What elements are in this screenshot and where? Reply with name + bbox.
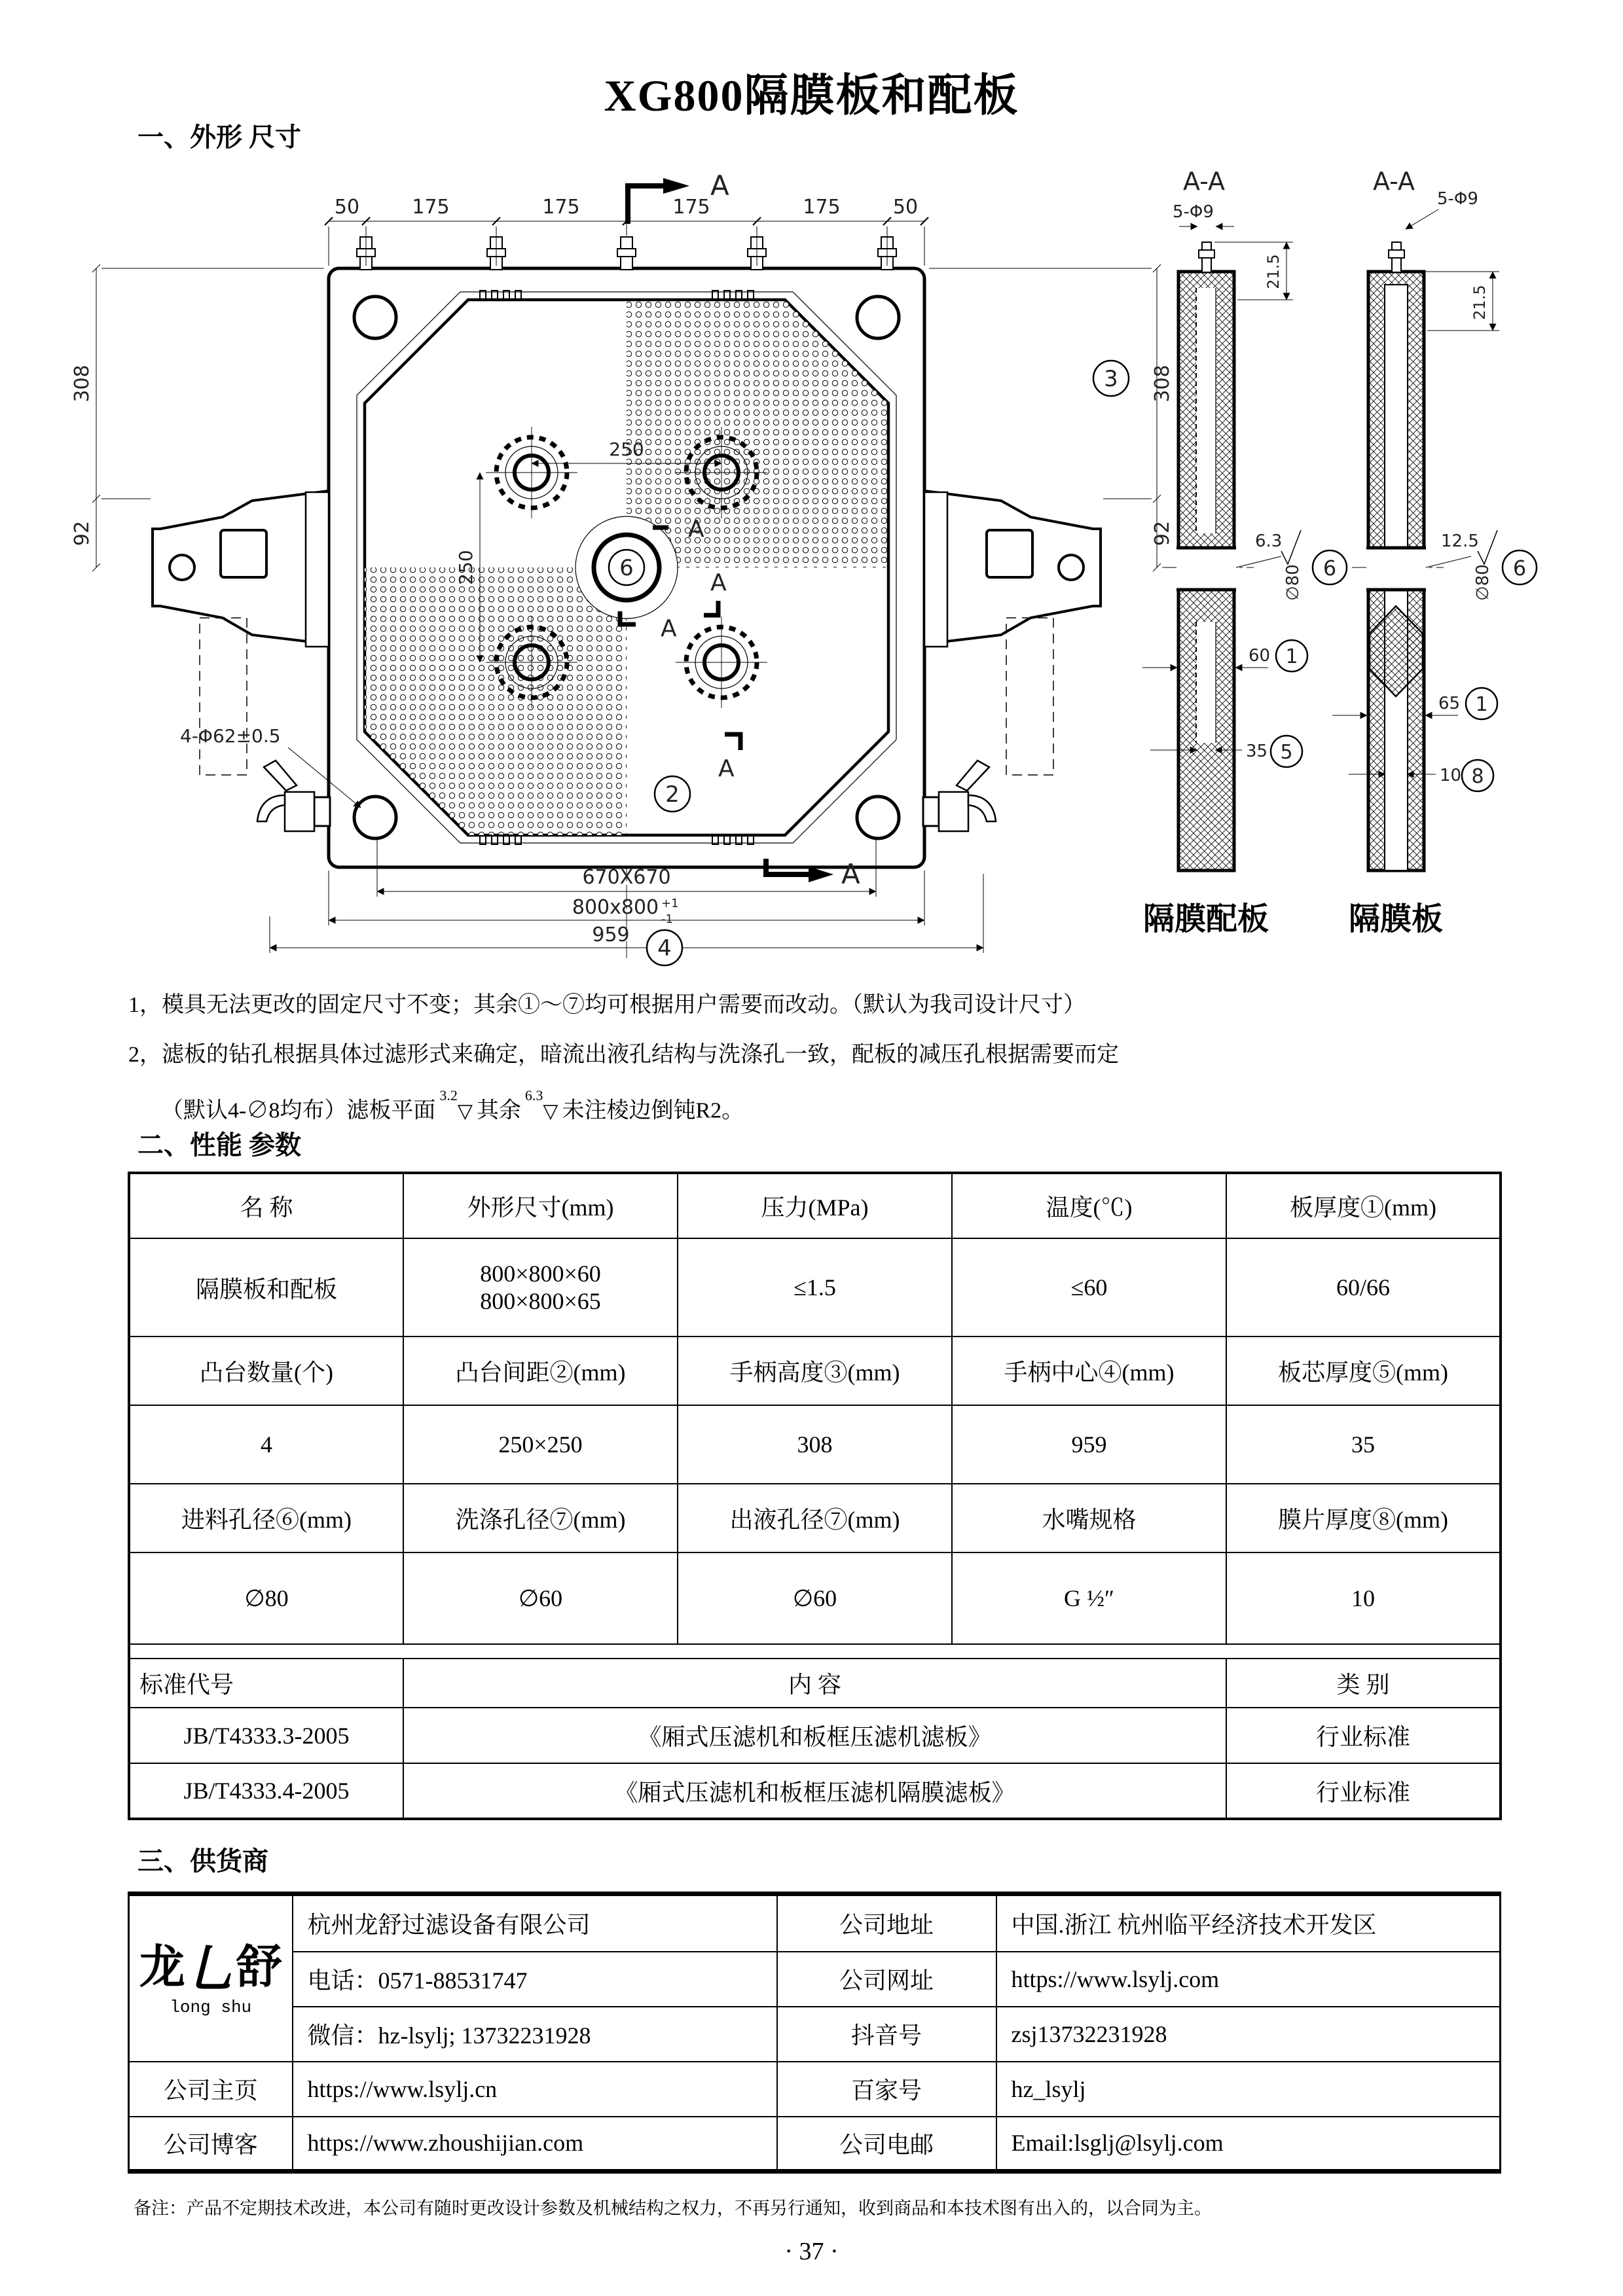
note-line-1: 1，模具无法更改的固定尺寸不变；其余①～⑦均可根据用户需要而改动。（默认为我司设计尺寸） — [128, 993, 1085, 1017]
dim-308-left: 308 — [71, 365, 94, 403]
cell-nozzle-spec: G ½″ — [952, 1552, 1226, 1644]
notes — [128, 980, 1556, 1136]
cell-standard-content-1: 《厢式压滤机和板框压滤机滤板》 — [403, 1708, 1226, 1763]
header-temperature: 温度(℃) — [952, 1173, 1226, 1238]
left-core: 35 — [1246, 742, 1268, 761]
cell-handle-height: 308 — [678, 1405, 952, 1484]
svg-text:670X670: 670X670 — [582, 866, 671, 889]
section-letter-a3: A — [718, 755, 735, 782]
callout-2: 2 — [665, 781, 680, 808]
header-outlet-hole: 出液孔径⑦(mm) — [678, 1484, 952, 1552]
svg-text:959: 959 — [592, 924, 630, 946]
left-finish: 6.3 — [1255, 531, 1283, 551]
note-line-3: （默认4-∅8均布）滤板平面$^{3.2}$▽ 其余$^{6.3}$▽ 未注棱边倒钝R2。 — [128, 1080, 1556, 1136]
right-callout-6: 6 — [1512, 556, 1527, 581]
faucet-fitting-left — [257, 761, 330, 831]
cell-standard-code-1: JB/T4333.3-2005 — [129, 1708, 403, 1763]
header-outline: 外形尺寸(mm) — [403, 1173, 678, 1238]
right-depth-dim: 21.5 — [1470, 285, 1489, 320]
label-corner-holes: 4-Φ62±0.5 — [180, 725, 281, 747]
page-number: · 37 · — [784, 2238, 839, 2265]
cell-wash-hole: ∅60 — [403, 1552, 678, 1644]
cell-standard-code-2: JB/T4333.4-2005 — [129, 1763, 403, 1819]
dim-50-left: 50 — [334, 196, 360, 219]
cell-outlet-hole: ∅60 — [678, 1552, 952, 1644]
section-heading-dimensions: 一、外形 尺寸 — [137, 122, 301, 152]
right-port-dia: ∅80 — [1473, 564, 1493, 601]
section-view-diaphragm-plate — [1332, 167, 1537, 937]
value-douyin: zsj13732231928 — [996, 2007, 1501, 2062]
header-boss-pitch: 凸台间距②(mm) — [403, 1336, 678, 1405]
table-row — [129, 1552, 1501, 1644]
dim-50-right: 50 — [892, 196, 919, 219]
header-handle-center: 手柄中心④(mm) — [952, 1336, 1226, 1405]
dim-92-left: 92 — [71, 520, 94, 547]
top-bolts — [357, 237, 896, 270]
technical-drawing — [56, 164, 1568, 975]
table-row — [129, 1952, 1501, 2007]
left-callout-6: 6 — [1322, 556, 1337, 581]
dim-175-3: 175 — [672, 196, 710, 219]
left-port-dia: ∅80 — [1283, 564, 1303, 601]
right-callout-1: 1 — [1475, 693, 1488, 716]
callout-6: 6 — [619, 555, 634, 581]
label-company-website: 公司网址 — [777, 1952, 996, 2007]
table-row — [129, 2007, 1501, 2062]
footer-note: 备注：产品不定期技术改进，本公司有随时更改设计参数及机械结构之权力，不再另行通知，收到商品和本技术图有出入的，以合同为主。 — [134, 2198, 1212, 2218]
callout-3: 3 — [1104, 366, 1118, 392]
cell-boss-pitch: 250×250 — [403, 1405, 678, 1484]
left-thickness: 60 — [1249, 646, 1271, 666]
dim-800-tol-minus: -1 — [661, 912, 673, 926]
dim-308-right: 308 — [1151, 365, 1174, 403]
left-depth-dim: 21.5 — [1264, 254, 1283, 289]
company-wechat: 微信：hz-lsylj; 13732231928 — [293, 2007, 777, 2062]
dim-175-4: 175 — [803, 196, 841, 219]
faucet-fitting-right — [923, 761, 996, 831]
left-callout-1: 1 — [1285, 645, 1298, 668]
header-name: 名 称 — [129, 1173, 403, 1238]
header-standard-category: 类 别 — [1226, 1659, 1501, 1708]
cell-standard-category-2: 行业标准 — [1226, 1763, 1501, 1819]
company-logo — [129, 1894, 293, 2062]
supplier-table — [128, 1892, 1501, 2174]
svg-text:800x800: 800x800 — [572, 896, 659, 919]
table-row — [129, 1173, 1501, 1238]
performance-table — [128, 1172, 1502, 1820]
value-company-website[interactable]: https://www.lsylj.com — [996, 1952, 1501, 2007]
dim-800-tol-plus: +1 — [661, 897, 679, 910]
cell-name: 隔膜板和配板 — [129, 1238, 403, 1336]
cell-membrane-thickness: 10 — [1226, 1552, 1501, 1644]
right-thickness: 65 — [1438, 694, 1461, 713]
right-callout-8: 8 — [1471, 765, 1484, 788]
right-finish: 12.5 — [1441, 531, 1479, 551]
cell-core-thickness: 35 — [1226, 1405, 1501, 1484]
header-thickness: 板厚度①(mm) — [1226, 1173, 1501, 1238]
table-row — [129, 1659, 1501, 1708]
company-phone: 电话：0571-88531747 — [293, 1952, 777, 2007]
section-view-matching-plate — [1142, 167, 1347, 937]
page-title: XG800隔膜板和配板 — [604, 71, 1019, 120]
finish-symbol-1: $^{3.2}$▽ — [439, 1087, 473, 1122]
cell-temperature: ≤60 — [952, 1238, 1226, 1336]
table-row — [129, 1708, 1501, 1763]
label-homepage: 公司主页 — [129, 2062, 293, 2117]
left-holes-label: 5-Φ9 — [1173, 202, 1214, 222]
cell-standard-content-2: 《厢式压滤机和板框压滤机隔膜滤板》 — [403, 1763, 1226, 1819]
handle-right — [924, 491, 1101, 775]
section-heading-performance: 二、性能 参数 — [137, 1130, 301, 1160]
section-letter-a1: A — [661, 615, 677, 642]
section-letter-a4: A — [688, 516, 704, 543]
logo-char-1: 龙 — [139, 1942, 185, 1993]
cell-thickness: 60/66 — [1226, 1238, 1501, 1336]
callout-4: 4 — [657, 935, 672, 961]
cell-boss-count: 4 — [129, 1405, 403, 1484]
right-membrane: 10 — [1440, 766, 1462, 785]
cell-standard-category-1: 行业标准 — [1226, 1708, 1501, 1763]
value-blog[interactable]: https://www.zhoushijian.com — [293, 2117, 777, 2172]
value-baijiahao: hz_lsylj — [996, 2062, 1501, 2117]
section-letter-a2: A — [710, 569, 727, 596]
section-aa-right-title: A-A — [1373, 167, 1415, 196]
section-letter-a-bottom: A — [841, 858, 860, 890]
label-matching-plate: 隔膜配板 — [1142, 902, 1269, 937]
header-handle-height: 手柄高度③(mm) — [678, 1336, 952, 1405]
label-baijiahao: 百家号 — [777, 2062, 996, 2117]
header-feed-hole: 进料孔径⑥(mm) — [129, 1484, 403, 1552]
cell-outline: 800×800×60 800×800×65 — [403, 1238, 678, 1336]
section-letter-a-top: A — [710, 170, 729, 202]
table-row — [129, 2117, 1501, 2172]
header-membrane-thickness: 膜片厚度⑧(mm) — [1226, 1484, 1501, 1552]
value-homepage[interactable]: https://www.lsylj.cn — [293, 2062, 777, 2117]
plate-front-view — [329, 268, 924, 867]
pitch-250-v: 250 — [455, 550, 477, 585]
note-line-2: 2，滤板的钻孔根据具体过滤形式来确定，暗流出液孔结构与洗涤孔一致，配板的减压孔根据需要而定 — [128, 1043, 1119, 1067]
logo-char-2: 舒 — [236, 1942, 282, 1993]
header-standard-content: 内 容 — [403, 1659, 1226, 1708]
table-row — [129, 1763, 1501, 1819]
header-boss-count: 凸台数量(个) — [129, 1336, 403, 1405]
dim-175-1: 175 — [412, 196, 450, 219]
table-row — [129, 1894, 1501, 1952]
table-row — [129, 1238, 1501, 1336]
dim-92-right: 92 — [1151, 520, 1174, 547]
value-company-address: 中国.浙江 杭州临平经济技术开发区 — [996, 1894, 1501, 1952]
table-row — [129, 1484, 1501, 1552]
cell-feed-hole: ∅80 — [129, 1552, 403, 1644]
dim-175-2: 175 — [542, 196, 580, 219]
header-pressure: 压力(MPa) — [678, 1173, 952, 1238]
header-core-thickness: 板芯厚度⑤(mm) — [1226, 1336, 1501, 1405]
header-standard-code: 标准代号 — [129, 1659, 403, 1708]
company-name: 杭州龙舒过滤设备有限公司 — [293, 1894, 777, 1952]
logo-mark: 乚 — [185, 1940, 236, 1998]
label-company-address: 公司地址 — [777, 1894, 996, 1952]
value-email[interactable]: Email:lsglj@lsylj.com — [996, 2117, 1501, 2172]
table-row — [129, 2062, 1501, 2117]
left-callout-5: 5 — [1280, 741, 1293, 764]
logo-subtitle: long shu — [170, 1997, 252, 2017]
header-nozzle-spec: 水嘴规格 — [952, 1484, 1226, 1552]
table-row — [129, 1405, 1501, 1484]
header-wash-hole: 洗涤孔径⑦(mm) — [403, 1484, 678, 1552]
cell-handle-center: 959 — [952, 1405, 1226, 1484]
pitch-250-h: 250 — [609, 439, 644, 460]
label-email: 公司电邮 — [777, 2117, 996, 2172]
label-douyin: 抖音号 — [777, 2007, 996, 2062]
label-blog: 公司博客 — [129, 2117, 293, 2172]
label-diaphragm-plate: 隔膜板 — [1348, 902, 1444, 937]
cell-pressure: ≤1.5 — [678, 1238, 952, 1336]
right-holes-label: 5-Φ9 — [1437, 189, 1478, 209]
section-aa-left-title: A-A — [1183, 167, 1226, 196]
table-row — [129, 1336, 1501, 1405]
section-heading-supplier: 三、供货商 — [137, 1846, 268, 1876]
table-spacer-row — [129, 1644, 1501, 1659]
finish-symbol-2: $^{6.3}$▽ — [524, 1087, 558, 1122]
